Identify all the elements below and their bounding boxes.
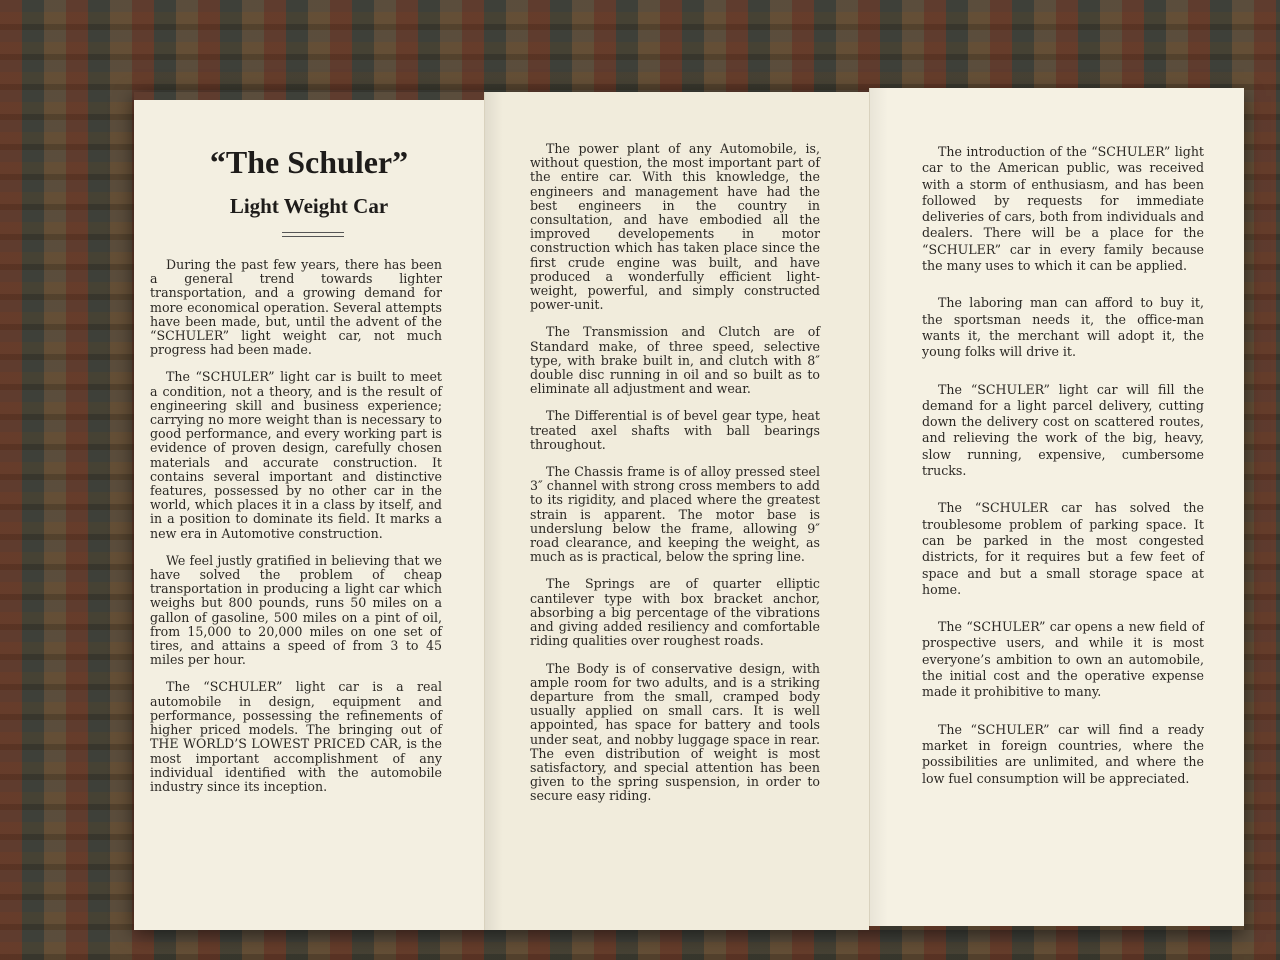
page-title: “The Schuler” [209,144,409,180]
paragraph: The introduction of the “SCHULER” light car to the American public, was received with a storm of enthusiasm, and has been followed by requests for immediate deliveries of cars, both from individuals and dealers. There will be a place for the “SCHULER” car in every family because the many uses to which it can be applied. [922,144,1204,274]
middle-text-column [530,142,820,817]
paragraph: The laboring man can afford to buy it, the sportsman needs it, the office-man wants it, the merchant will adopt it, the young folks will drive it. [922,295,1204,360]
paragraph: The “SCHULER” car will find a ready market in foreign countries, where the possibilities are unlimited, and where the low fuel consumption will be appreciated. [922,721,1204,786]
paragraph: The Differential is of bevel gear type, heat treated axel shafts with ball bearings throughout. [530,408,820,452]
paragraph: The “SCHULER” car opens a new field of prospective users, and while it is most everyone’s ambition to own an automobile, the initial cost and the operative expense made it prohibitive to many. [922,619,1204,700]
page-subtitle: Light Weight Car [229,194,389,218]
paragraph: During the past few years, there has been a general trend towards lighter transportation, and a growing demand for more economical operation. Several attempts have been made, but, until the advent of the “SCHULER” light weight car, not much progress had been made. [150,257,442,358]
fold-crease [485,92,503,930]
left-panel [134,100,484,930]
paragraph: We feel justly gratified in believing that we have solved the problem of cheap transportation in producing a light car which weighs but 800 pounds, runs 50 miles on a gallon of gasoline, 500 miles on a pint of oil, from 15,000 to 20,000 miles on one set of tires, and attains a speed of from 3 to 45 miles per hour. [150,552,442,668]
middle-panel [484,92,869,930]
paragraph: The “SCHULER” light car will fill the demand for a light parcel delivery, cutting down the delivery cost on scattered routes, and relieving the work of the big, heavy, slow running, expensive, cumbersome trucks. [922,381,1204,479]
paragraph: The “SCHULER car has solved the troublesome problem of parking space. It can be parked in the most congested districts, for it requires but a few feet of space and but a small storage space at home. [922,500,1204,597]
paragraph: The “SCHULER” light car is a real automobile in design, equipment and performance, possessing the refinements of higher priced models. The bringing out of THE WORLD’S LOWEST PRICED CAR, is the most important accomplishment of any individual identified with the automobile industry since its inception. [150,679,442,794]
paragraph: The Body is of conservative design, with ample room for two adults, and is a striking departure from the small, cramped body usually applied on small cars. It is well appointed, has space for battery and tools under seat, and nobby luggage space in rear. The even distribution of weight is most satisfactory, and special attention has been given to the spring suspension, in order to secure easy riding. [530,660,820,804]
paragraph: The “SCHULER” light car is built to meet a condition, not a theory, and is the result of engineering skill and business experience; carrying no more weight than is necessary to good performance, and every working part is evidence of proven design, carefully chosen materials and accurate construction. It contains several important and distinctive features, possessed by no other car in the world, which places it in a class by itself, and in a position to dominate its field. It marks a new era in Automotive construction. [150,369,442,541]
paragraph: The Springs are of quarter elliptic cantilever type with box bracket anchor, absorbing a big percentage of the vibrations and giving added resiliency and comfortable riding qualities over roughest roads. [530,576,820,649]
right-panel [869,88,1244,926]
left-text-column [150,258,442,807]
paragraph: The power plant of any Automobile, is, without question, the most important part of the entire car. With this knowledge, the engineers and management have had the best engineers in the country in consultation, and have embodied all the improved developements in motor construction which has taken place since the first crude engine was built, and have produced a wonderfully efficient light-weight, powerful, and simply constructed power-unit. [530,141,820,313]
right-text-column [922,144,1204,808]
title-divider [282,232,344,233]
title-divider [282,236,344,237]
brochure [134,92,1244,930]
paragraph: The Transmission and Clutch are of Standard make, of three speed, selective type, with brake built in, and clutch with 8″ double disc running in oil and so built as to eliminate all adjustment and wear. [530,324,820,397]
fold-crease [870,88,888,926]
paragraph: The Chassis frame is of alloy pressed steel 3″ channel with strong cross members to add to its rigidity, and placed where the greatest strain is apparent. The motor base is underslung below the frame, allowing 9″ road clearance, and keeping the weight, as much as is practical, below the spring line. [530,464,820,565]
